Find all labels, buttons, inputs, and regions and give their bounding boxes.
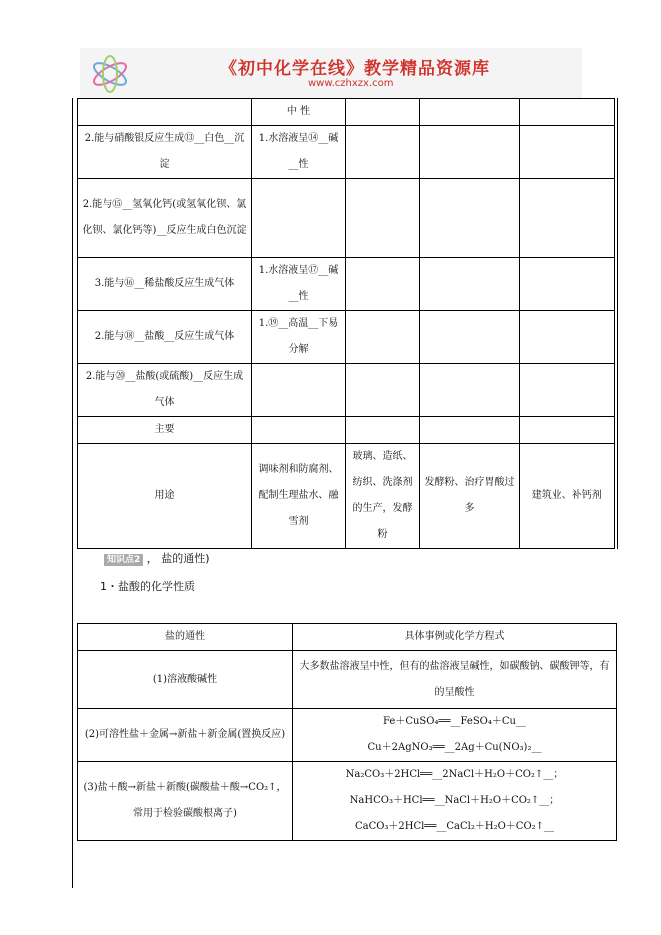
table-cell xyxy=(420,417,520,444)
table-cell xyxy=(346,311,420,364)
salt-general-properties-table xyxy=(77,623,617,841)
table-cell xyxy=(420,311,520,364)
table-cell xyxy=(346,99,420,126)
equation-line: Fe＋CuSO₄══__FeSO₄＋Cu__ xyxy=(383,716,526,727)
table-cell: 1.水溶液呈⑰__碱__性 xyxy=(252,258,346,311)
table-cell xyxy=(520,311,616,364)
table-cell xyxy=(252,364,346,417)
table-cell: 1.水溶液呈⑭__碱__性 xyxy=(252,126,346,179)
page-margin-line xyxy=(72,98,73,888)
property-cell: (3)盐＋酸→新盐＋新酸(碳酸盐＋酸→CO₂↑，常用于检验碳酸根离子) xyxy=(78,762,293,841)
table-row xyxy=(78,258,616,311)
table-cell xyxy=(346,179,420,258)
table-cell xyxy=(252,179,346,258)
knowledge-point-badge: 知识点2 xyxy=(104,554,143,566)
example-cell xyxy=(293,762,617,841)
property-cell: (1)溶液酸碱性 xyxy=(78,651,293,709)
table-cell xyxy=(520,126,616,179)
table-cell: 2.能与⑮__氢氧化钙(或氢氧化钡、氯化钡、氯化钙等)__反应生成白色沉淀 xyxy=(78,179,252,258)
table-row xyxy=(78,364,616,417)
table-row xyxy=(78,709,617,762)
equation-line: Na₂CO₃＋2HCl══__2NaCl＋H₂O＋CO₂↑__； xyxy=(345,769,564,780)
table-cell xyxy=(420,126,520,179)
table-cell: 用途 xyxy=(78,444,252,549)
table-cell: 玻璃、造纸、纺织、洗涤剂的生产，发酵粉 xyxy=(346,444,420,549)
table-row xyxy=(78,417,616,444)
table-cell: 2.能与⑱__盐酸__反应生成气体 xyxy=(78,311,252,364)
table-cell xyxy=(346,126,420,179)
table-cell: 中 性 xyxy=(252,99,346,126)
section-heading: 1・盐酸的化学性质 xyxy=(100,580,195,593)
table-cell: 发酵粉、治疗胃酸过多 xyxy=(420,444,520,549)
header-title: 《初中化学在线》教学精品资源库 xyxy=(220,59,490,79)
table-cell xyxy=(252,417,346,444)
table-cell xyxy=(520,99,616,126)
atom-logo-icon xyxy=(88,52,132,96)
table-cell xyxy=(520,417,616,444)
equation-line: NaHCO₃＋HCl══__NaCl＋H₂O＋CO₂↑__； xyxy=(349,795,560,806)
table-row xyxy=(78,99,616,126)
table-cell xyxy=(78,99,252,126)
table-cell xyxy=(520,258,616,311)
table-cell xyxy=(346,258,420,311)
property-cell: (2)可溶性盐＋金属→新盐＋新金属(置换反应) xyxy=(78,709,293,762)
salt-properties-table xyxy=(77,98,618,549)
table-cell xyxy=(346,417,420,444)
table-cell: 1.⑲__高温__下易分解 xyxy=(252,311,346,364)
table-header-row xyxy=(78,624,617,651)
table-cell xyxy=(420,99,520,126)
table-cell: 2.能与⑳__盐酸(或硫酸)__反应生成气体 xyxy=(78,364,252,417)
table-cell: 主要 xyxy=(78,417,252,444)
table-cell: 3.能与⑯__稀盐酸反应生成气体 xyxy=(78,258,252,311)
table-row xyxy=(78,179,616,258)
table-cell xyxy=(420,179,520,258)
equation-line: 大多数盐溶液呈中性，但有的盐溶液呈碱性，如碳酸钠、碳酸钾等，有的呈酸性 xyxy=(299,660,610,698)
table-cell xyxy=(520,364,616,417)
header-banner xyxy=(80,48,582,98)
header-url: www.czhxzx.com xyxy=(308,78,394,89)
table-row xyxy=(78,762,617,841)
example-cell xyxy=(293,709,617,762)
table-cell: 调味剂和防腐剂、配制生理盐水、融雪剂 xyxy=(252,444,346,549)
table-cell xyxy=(420,258,520,311)
table-row xyxy=(78,651,617,709)
header-cell: 盐的通性 xyxy=(78,624,293,651)
header-cell: 具体事例或化学方程式 xyxy=(293,624,617,651)
knowledge-point-heading xyxy=(104,550,210,566)
table-row xyxy=(78,126,616,179)
table-row xyxy=(78,444,616,549)
table-cell: 2.能与硝酸银反应生成⑬__白色__沉淀 xyxy=(78,126,252,179)
example-cell xyxy=(293,651,617,709)
table-row xyxy=(78,311,616,364)
table-cell xyxy=(420,364,520,417)
equation-line: CaCO₃＋2HCl══__CaCl₂＋H₂O＋CO₂↑__ xyxy=(354,821,555,832)
table-cell: 建筑业、补钙剂 xyxy=(520,444,616,549)
table-cell xyxy=(346,364,420,417)
equation-line: Cu＋2AgNO₃══__2Ag＋Cu(NO₃)₂__ xyxy=(367,742,542,753)
table-cell xyxy=(520,179,616,258)
knowledge-point-title: ， 盐的通性) xyxy=(146,552,210,565)
